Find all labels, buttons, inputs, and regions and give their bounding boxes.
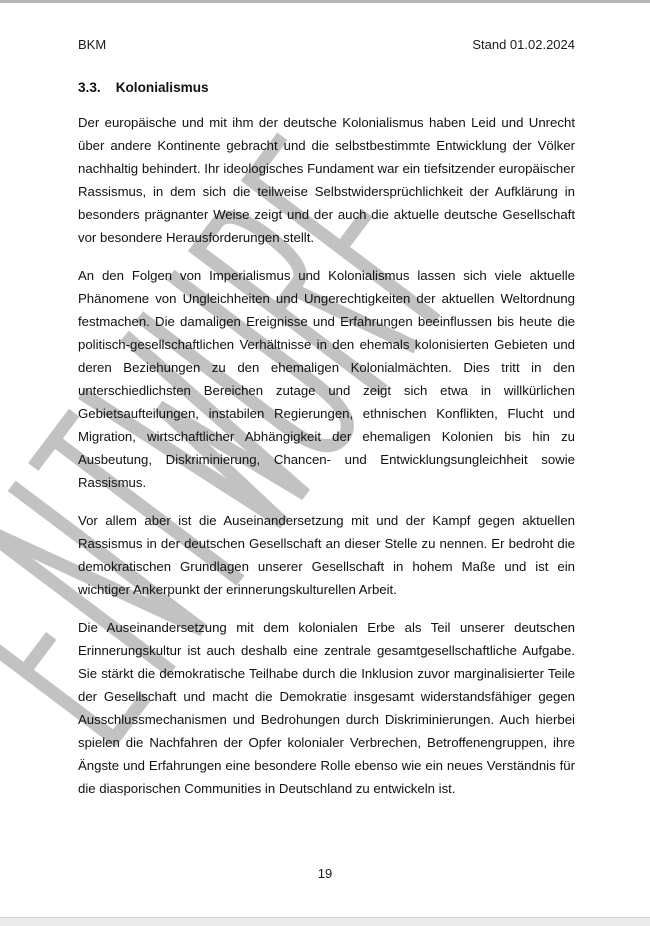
paragraph-3: Vor allem aber ist die Auseinandersetzung mit und der Kampf gegen aktuellen Rassismus in der deutschen Gesellschaft an dieser Stelle zu nennen. Er bedroht die demokratischen Grundlagen unserer Gesellschaft in hohem Maße und ist ein wichtiger Ankerpunkt der erinnerungskulturellen Arbeit. bbox=[78, 513, 575, 597]
document-header bbox=[78, 37, 575, 52]
section-title: Kolonialismus bbox=[115, 80, 209, 95]
header-date-label: Stand 01.02.2024 bbox=[472, 37, 575, 52]
header-org-label: BKM bbox=[78, 37, 107, 52]
section-heading bbox=[78, 80, 575, 95]
viewport-bottom-edge bbox=[0, 917, 650, 926]
page-number: 19 bbox=[317, 866, 333, 881]
paragraph-1: Der europäische und mit ihm der deutsche Kolonialismus haben Leid und Unrecht über andere Kontinente gebracht und die selbstbestimmte Entwicklung der Völker nachhaltig behindert. Ihr ideologisches Fundament war ein tiefsitzender europäischer Rassismus, in dem sich die teilweise Selbstwidersprüchlichkeit der Aufklärung in besonders prägnanter Weise zeigt und der auch die aktuelle deutsche Gesellschaft vor besondere Herausforderungen stellt. bbox=[78, 115, 575, 245]
paragraph-2: An den Folgen von Imperialismus und Kolonialismus lassen sich viele aktuelle Phänomene von Ungleichheiten und Ungerechtigkeiten der aktuellen Weltordnung festmachen. Die damaligen Ereignisse und Erfahrungen beeinflussen bis heute die politisch-gesellschaftlichen Verhältnisse in den ehemals kolonisierten Gebieten und deren Beziehungen zu den ehemaligen Kolonialmächten. Dies tritt in den unterschiedlichsten Bereichen zutage und zeigt sich etwa in willkürlichen Gebietsaufteilungen, instabilen Regierungen, ethnischen Konflikten, Flucht und Migration, wirtschaftlicher Abhängigkeit der ehemaligen Kolonien bis hin zu Ausbeutung, Diskriminierung, Chancen- und Entwicklungsungleichheit sowie Rassismus. bbox=[78, 268, 575, 490]
section-number: 3.3. bbox=[78, 80, 101, 95]
viewport-top-edge bbox=[0, 0, 650, 3]
paragraph-4: Die Auseinandersetzung mit dem kolonialen Erbe als Teil unserer deutschen Erinnerungskultur ist auch deshalb eine zentrale gesamtgesellschaftliche Aufgabe. Sie stärkt die demokratische Teilhabe durch die Inklusion zuvor marginalisierter Teile der Gesellschaft und macht die Demokratie insgesamt widerstandsfähiger gegen Ausschlussmechanismen und Bedrohungen durch Diskriminierungen. Auch hierbei spielen die Nachfahren der Opfer kolonialer Verbrechen, Betroffenengruppen, ihre Ängste und Erfahrungen eine besondere Rolle ebenso wie ein neues Verständnis für die diasporischen Communities in Deutschland zu entwickeln ist. bbox=[78, 620, 575, 796]
